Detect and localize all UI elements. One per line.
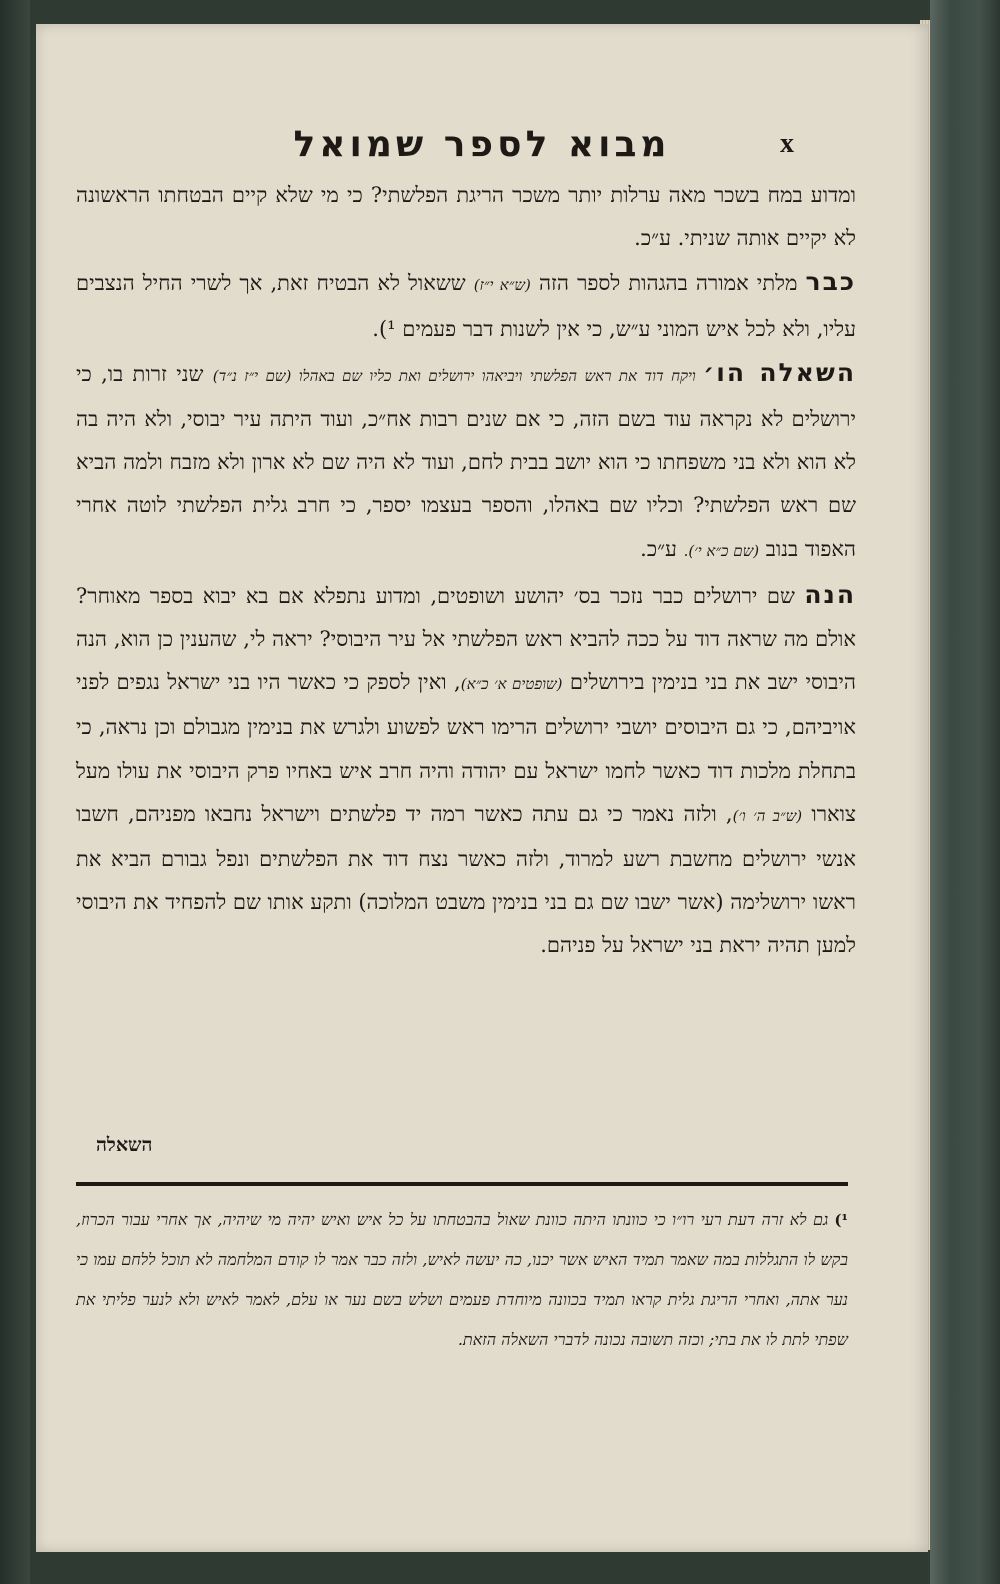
- footnote: [76, 1200, 848, 1360]
- paragraph-text: ע״כ.: [640, 536, 684, 561]
- answer-lead-word: הנה: [804, 579, 856, 609]
- paragraph-text: ששאול לא הבטיח זאת, אך לשרי החיל הנצבים עליו, ולא לכל איש המוני ע״ש, כי אין לשנות דבר פעמים ¹).: [76, 271, 856, 341]
- book-cover-right: [930, 0, 1000, 1584]
- paragraph-text: שם ירושלים כבר נזכר בס׳ יהושע ושופטים, ומדוע נתפלא אם בא יבוא בספר מאוחר? אולם מה שראה דוד על ככה להביא ראש הפלשתי אל עיר היבוסי? יראה לי, שהענין כן הוא, הנה היבוסי ישב את בני בנימין בירושלים: [76, 583, 856, 695]
- paragraph-lead-word: כבר: [805, 267, 857, 297]
- paragraph-text: , ואין לספק כי כאשר היו בני ישראל נגפים לפני אויביהם, כי גם היבוסים יושבי ירושלים הרימו ראש לפשוע ולגרש את בנימין מגבולם וכן נראה, כי בתחלת מלכות דוד כאשר לחמו ישראל עם יהודה והיה חרב איש באחיו פרק היבוסי את עולו מעל צוארו: [76, 670, 857, 826]
- citation: (ש״ב ה׳ ו׳): [732, 806, 803, 825]
- running-title: מבוא לספר שמואל: [293, 124, 671, 165]
- footnote-divider: [76, 1182, 848, 1186]
- scripture-quote: ויקח דוד את ראש הפלשתי ויביאהו ירושלים ואת כליו שם באהלו: [291, 366, 704, 385]
- answer-paragraph: [76, 573, 856, 968]
- citation: (שם י״ז נ״ד): [212, 366, 292, 385]
- paragraph-text: ומדוע במח בשכר מאה ערלות יותר משכר הריגת הפלשתי? כי מי שלא קיים הבטחתו הראשונה לא יקיים אותה שניתי. ע״כ.: [76, 183, 856, 251]
- paragraph-text: שני זרות בו, כי ירושלים לא נקראה עוד בשם הזה, כי אם שנים רבות אח״כ, ועוד היתה עיר יבוסי, ולא היה בה לא הוא ולא בני משפחתו כי הוא יושב בבית לחם, ועוד לא היה שם לא ארון ולא מזבח ולמה הביא שם ראש הפלשתי? וכליו שם באהלו, והספר בעצמו יספר, כי חרב גלית הפלשתי לוטה אחרי האפוד בנוב: [76, 361, 856, 561]
- paragraph-text: , ולזה נאמר כי גם עתה כאשר רמה יד פלשתים וישראל נחבאו מפניהם, חשבו אנשי ירושלים מחשבת רשע למרוד, ולזה כאשר נצח דוד את הפלשתים ונפל גבורם הביא את ראשו ירושלימה (אשר ישבו שם גם בני בנימין משבט המלוכה) ותקע אותו שם להפחיד את היבוסי למען תהיה יראת בני ישראל על פניהם.: [76, 801, 856, 958]
- page-header: [36, 124, 928, 174]
- catchword: השאלה: [96, 1134, 153, 1156]
- citation: (ש״א י״ז): [473, 276, 531, 295]
- question-heading: השאלה הו׳: [703, 357, 856, 387]
- book-page: [36, 24, 928, 1552]
- question-paragraph: [76, 351, 856, 573]
- paragraph: [76, 260, 856, 350]
- footnote-marker: ¹): [834, 1211, 848, 1229]
- citation: (שופטים א׳ כ״א): [460, 675, 563, 694]
- footnotes: [76, 1200, 848, 1360]
- footnote-text: גם לא זרה דעת רעי רו״ו כי כוונתו היתה כוונת שאול בהבטחתו על כל איש ואיש יהיה מי שיהיה, אך אחרי עבור הכרוז, בקש לו התגללות במה שאמר תמיד האיש אשר יכנו, כה יעשה לאיש, ולזה כבר אמר לו קודם המלחמה לא תוכל ללחם עמו כי נער אתה, ואחרי הריגת גלית קראו תמיד בכוונה מיוחדת פעמים ושלש בשם נער או עלם, לאמר לאיש ולא לנער פליתי את שפתי לתת לו את בתי; וכזה תשובה נכונה לדברי השאלה הזאת.: [76, 1210, 849, 1349]
- book-cover-left: [0, 0, 30, 1584]
- paragraph: [76, 174, 856, 260]
- citation: (שם כ״א י׳).: [683, 541, 760, 560]
- paragraph-text: מלתי אמורה בהגהות לספר הזה: [530, 271, 806, 296]
- main-text: [76, 174, 856, 968]
- page-number: x: [780, 128, 794, 159]
